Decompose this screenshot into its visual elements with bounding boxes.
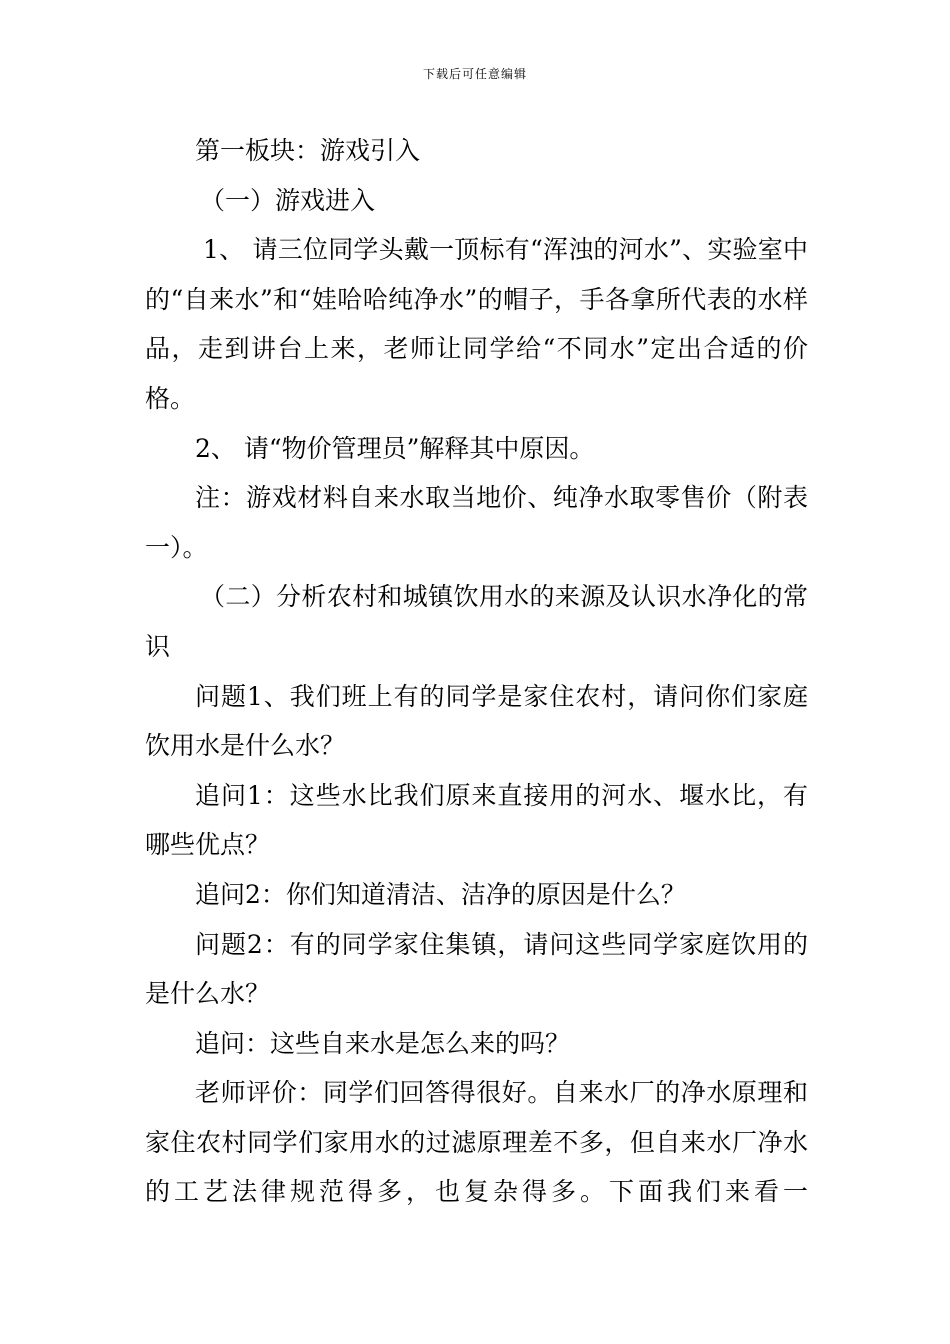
follow-up-paragraph: 追问：这些自来水是怎么来的吗？ xyxy=(195,1028,571,1058)
follow-up-paragraph: 追问2：你们知道清洁、洁净的原因是什么？ xyxy=(195,879,686,909)
page-header: 下载后可任意编辑 xyxy=(422,67,527,81)
question-paragraph: 问题2：有的同学家住集镇，请问这些同学家庭饮用的是什么水？ xyxy=(145,929,808,1009)
sub-heading: （二）分析农村和城镇饮用水的来源及认识水净化的常识 xyxy=(145,582,808,661)
sub-heading: （一）游戏进入 xyxy=(200,185,376,215)
teacher-comment-paragraph: 老师评价：同学们回答得很好。自来水厂的净水原理和家住农村同学们家用水的过滤原理差不多，但自来水厂净水的工艺法律规范得多，也复杂得多。下面我们来看一 xyxy=(145,1078,808,1207)
note-paragraph: 注：游戏材料自来水取当地价、纯净水取零售价（附表一）。 xyxy=(145,483,808,562)
step-paragraph: 1、 请三位同学头戴一顶标有“浑浊的河水”、实验室中的“自来水”和“娃哈哈纯净水”的帽子，手各拿所代表的水样品，走到讲台上来，老师让同学给“不同水”定出合适的价格。 xyxy=(145,235,808,413)
section-title: 第一板块：游戏引入 xyxy=(195,136,421,165)
document-body xyxy=(145,126,808,1217)
step-paragraph: 2、 请“物价管理员”解释其中原因。 xyxy=(195,433,595,463)
follow-up-paragraph: 追问1：这些水比我们原来直接用的河水、堰水比，有哪些优点？ xyxy=(145,780,808,860)
question-paragraph: 问题1、我们班上有的同学是家住农村，请问你们家庭饮用水是什么水？ xyxy=(145,681,808,761)
